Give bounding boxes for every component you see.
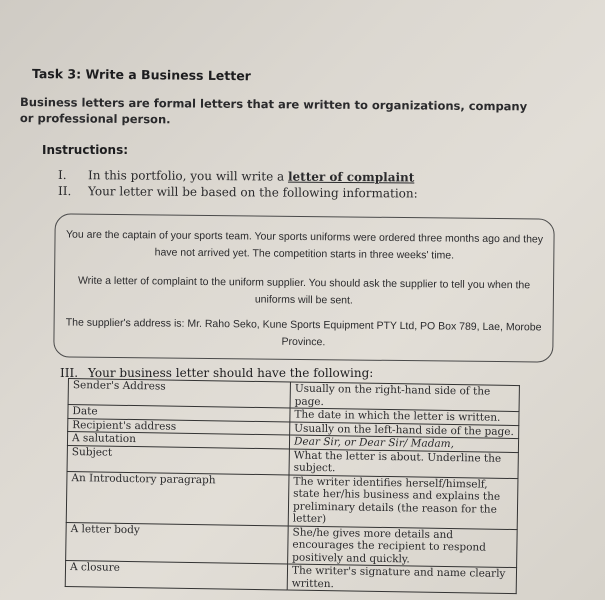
desc-cell: The date in which the letter is written. <box>290 408 519 425</box>
info-paragraph: The supplier's address is: Mr. Raho Seko, Kune Sports Equipment PTY Ltd, PO Box 789, Lae, Morobe Province. <box>65 316 542 349</box>
instruction-item-1 <box>58 168 414 184</box>
part-cell: Sender's Address <box>68 379 290 408</box>
part-cell: A letter body <box>66 522 289 564</box>
letter-parts-table <box>65 378 520 594</box>
desc-cell: She/he gives more details and encourages the recipient to respond positively and quickly. <box>288 525 518 567</box>
instruction-text: In this portfolio, you will write a <box>87 168 289 184</box>
instruction-item-2 <box>58 184 418 201</box>
info-box <box>53 213 554 362</box>
desc-cell: Usually on the left-hand side of the page. <box>290 421 519 438</box>
part-cell: A closure <box>65 560 287 589</box>
letter-of-complaint-link: letter of complaint <box>287 169 415 185</box>
instructions-heading: Instructions: <box>42 143 129 157</box>
part-cell: Date <box>68 405 290 422</box>
part-cell: Recipient's address <box>68 418 290 435</box>
table-row <box>66 471 518 529</box>
desc-cell: Dear Sir, or Dear Sir/ Madam, <box>289 435 518 452</box>
instruction-number: I. <box>57 168 67 183</box>
desc-cell: The writer's signature and name clearly written. <box>287 564 516 594</box>
desc-cell: What the letter is about. Underline the subject. <box>289 448 518 478</box>
task-title: Task 3: Write a Business Letter <box>31 66 251 84</box>
intro-text: Business letters are formal letters that are written to organizations, company or professional person. <box>19 95 528 127</box>
instruction-text: Your letter will be based on the following information: <box>87 184 418 201</box>
instruction-number: III. <box>60 366 79 380</box>
part-cell: A salutation <box>67 432 289 449</box>
part-cell: Subject <box>67 445 289 474</box>
info-paragraph: Write a letter of complaint to the uniform supplier. You should ask the supplier to tell you when the uniforms will be sent. <box>77 274 531 307</box>
instruction-text: Your business letter should have the following: <box>88 366 374 380</box>
desc-cell: Usually on the right-hand side of the page. <box>290 382 519 412</box>
part-cell: An Introductory paragraph <box>66 471 289 525</box>
desc-cell: The writer identifies herself/himself, state her/his business and explains the preliminary details (the reason for the letter) <box>288 474 518 529</box>
info-paragraph: You are the captain of your sports team. Your sports uniforms were ordered three months ago and they have not arrived yet. The competition starts in three weeks' time. <box>65 228 544 262</box>
instruction-number: II. <box>57 184 72 199</box>
